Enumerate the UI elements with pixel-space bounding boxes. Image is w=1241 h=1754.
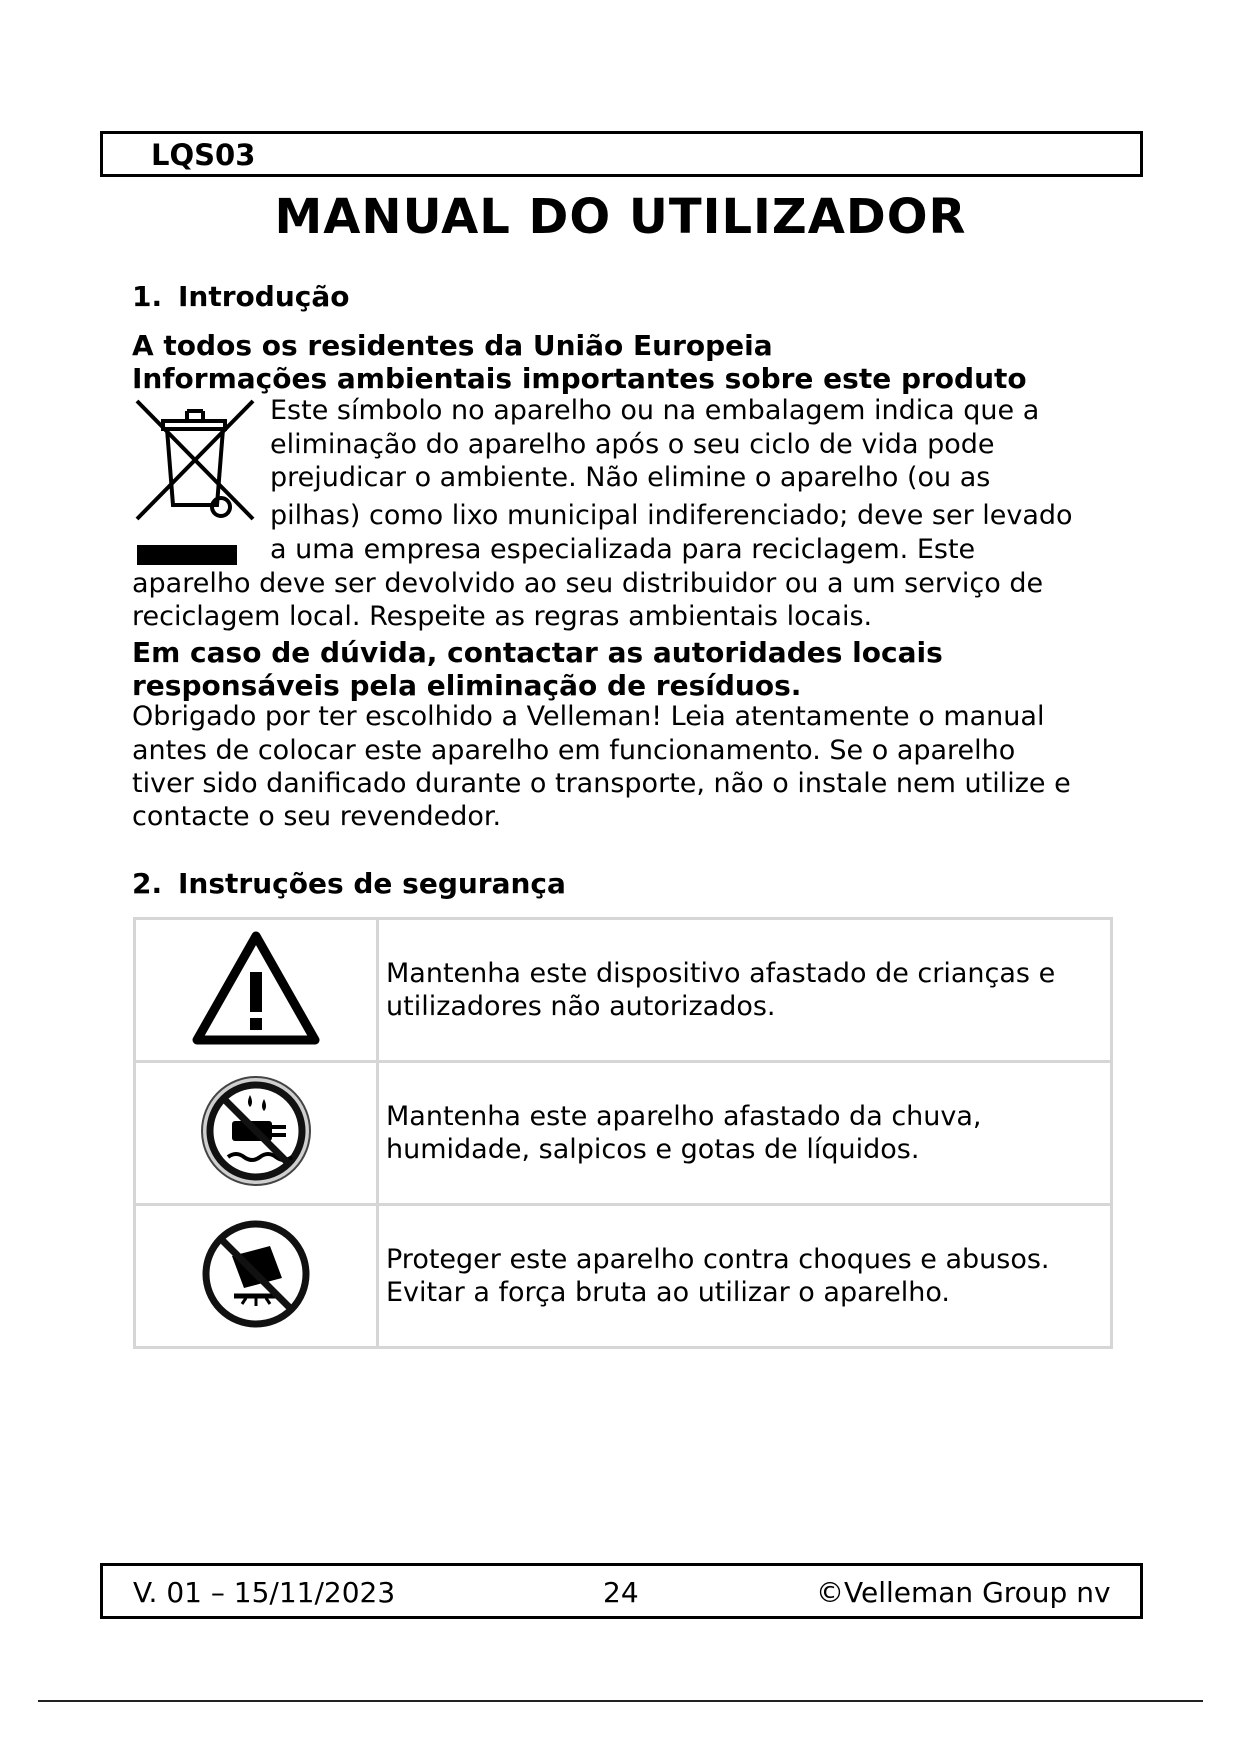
weee-text-line-1: Este símbolo no aparelho ou na embalagem indica que a (270, 395, 1040, 426)
safety-row (135, 1062, 1112, 1205)
doubt-note-line-2: responsáveis pela eliminação de resíduos. (132, 669, 802, 702)
doubt-note-line-1: Em caso de dúvida, contactar as autoridades locais (132, 636, 943, 669)
bottom-divider (38, 1700, 1203, 1702)
eu-residents-heading: A todos os residentes da União Europeia (132, 329, 773, 362)
no-water-icon (198, 1073, 314, 1189)
safety-text-cell (378, 1205, 1112, 1348)
section-2-heading (132, 867, 566, 900)
safety-text-line: humidade, salpicos e gotas de líquidos. (386, 1134, 920, 1165)
section-2-number: 2. (132, 867, 163, 900)
thanks-line-1: Obrigado por ter escolhido a Velleman! Leia atentamente o manual (132, 701, 1045, 732)
environment-info-heading: Informações ambientais importantes sobre este produto (132, 362, 1027, 395)
section-2-title: Instruções de segurança (178, 867, 566, 900)
safety-table (133, 917, 1113, 1349)
safety-icon-cell (135, 1062, 378, 1205)
model-code: LQS03 (151, 138, 256, 172)
safety-icon-cell (135, 1205, 378, 1348)
warning-triangle-icon (191, 930, 321, 1046)
weee-text-line-5: a uma empresa especializada para reciclagem. Este (270, 534, 976, 565)
safety-text-line: Evitar a força bruta ao utilizar o aparelho. (386, 1277, 950, 1308)
section-1-number: 1. (132, 280, 163, 313)
section-1-title: Introdução (178, 280, 350, 313)
safety-row (135, 1205, 1112, 1348)
footer-version: V. 01 – 15/11/2023 (133, 1576, 396, 1609)
weee-text-line-4: pilhas) como lixo municipal indiferenciado; deve ser levado (270, 500, 1073, 531)
safety-text-line: utilizadores não autorizados. (386, 991, 776, 1022)
page-title: MANUAL DO UTILIZADOR (274, 189, 967, 245)
weee-text-line-2: eliminação do aparelho após o seu ciclo de vida pode (270, 429, 995, 460)
safety-text-cell (378, 1062, 1112, 1205)
weee-text-line-3: prejudicar o ambiente. Não elimine o aparelho (ou as (270, 462, 991, 493)
weee-text-line-7: reciclagem local. Respeite as regras ambientais locais. (132, 601, 873, 632)
header-model-box (100, 131, 1143, 177)
safety-row (135, 919, 1112, 1062)
thanks-line-3: tiver sido danificado durante o transporte, não o instale nem utilize e (132, 768, 1071, 799)
footer (100, 1563, 1143, 1619)
safety-text-line: Mantenha este aparelho afastado da chuva, (386, 1101, 982, 1132)
weee-bin-icon (133, 397, 257, 567)
thanks-line-4: contacte o seu revendedor. (132, 801, 502, 832)
safety-text-line: Mantenha este dispositivo afastado de crianças e (386, 958, 1056, 989)
no-shock-icon (198, 1216, 314, 1332)
safety-text-cell (378, 919, 1112, 1062)
thanks-line-2: antes de colocar este aparelho em funcionamento. Se o aparelho (132, 735, 1016, 766)
safety-text-line: Proteger este aparelho contra choques e abusos. (386, 1244, 1050, 1275)
weee-text-line-6: aparelho deve ser devolvido ao seu distribuidor ou a um serviço de (132, 568, 1044, 599)
footer-copyright: ©Velleman Group nv (816, 1576, 1111, 1609)
section-1-heading (132, 280, 350, 313)
footer-page-number: 24 (603, 1576, 639, 1609)
safety-icon-cell (135, 919, 378, 1062)
